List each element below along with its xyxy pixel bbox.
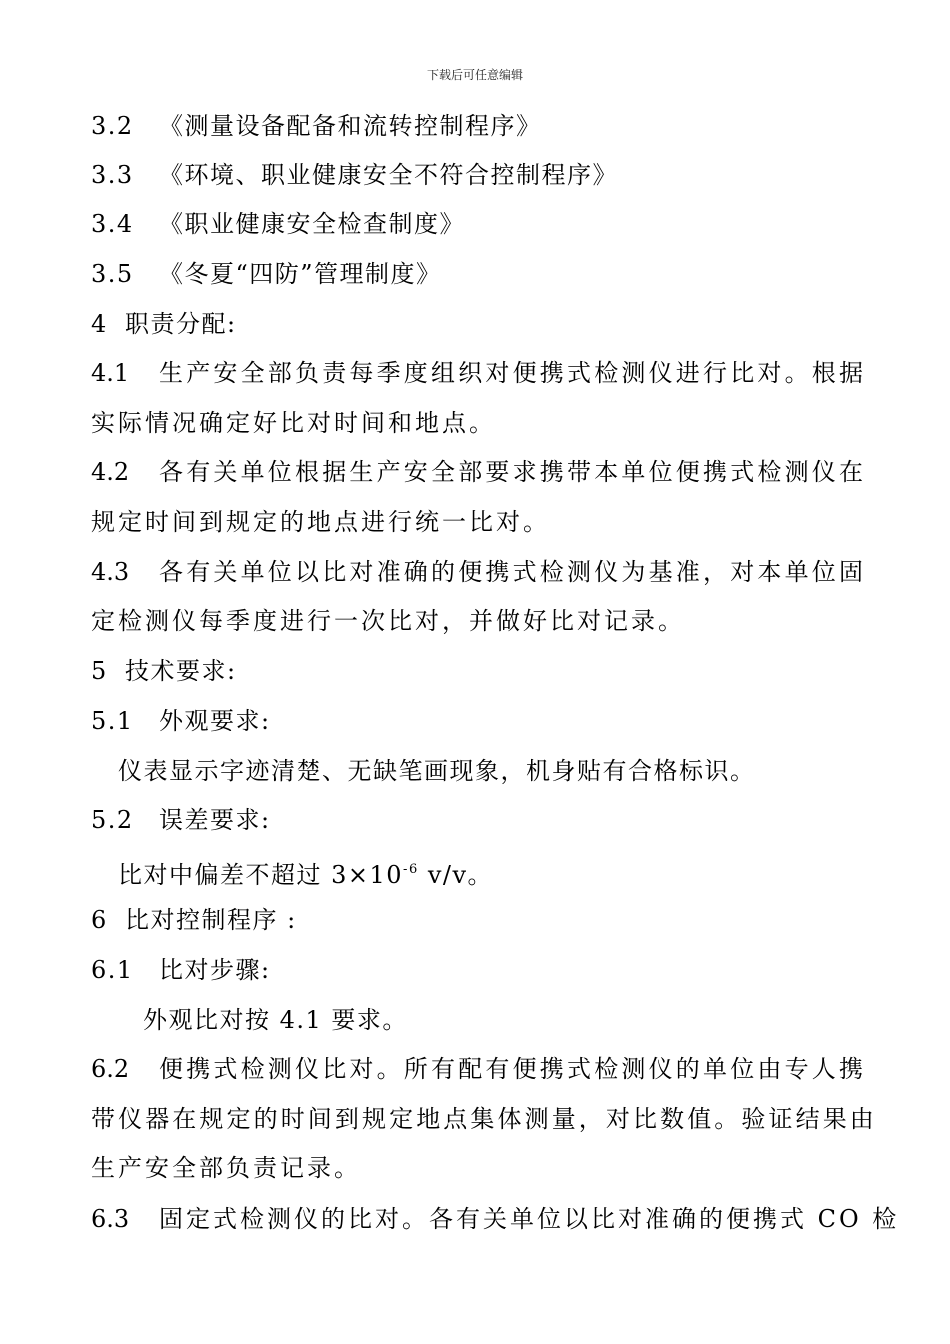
line-text: 《测量设备配备和流转控制程序》 [159,112,542,140]
doc-line [91,805,271,835]
line-text: 外观要求: [159,707,271,735]
line-text: 《冬夏“四防”管理制度》 [159,260,442,288]
doc-line: 带仪器在规定的时间到规定地点集体测量，对比数值。验证结果由 [91,1105,877,1133]
doc-line [91,457,866,487]
line-text: 比对控制程序 : [125,906,297,934]
section-number: 3.5 [91,260,134,288]
section-number: 4.2 [91,458,130,486]
section-number: 3.2 [91,112,134,140]
doc-heading [91,309,237,339]
line-text: 《职业健康安全检查制度》 [159,210,465,238]
doc-line [91,111,542,141]
doc-line [91,209,465,239]
section-number: 4.1 [91,359,130,387]
section-number: 6.3 [91,1205,130,1233]
section-number: 6 [91,906,108,934]
line-text: v/v。 [418,861,494,889]
doc-line: 实际情况确定好比对时间和地点。 [91,409,496,437]
line-text: 固定式检测仪的比对。各有关单位以比对准确的便携式 CO 检 [159,1205,900,1233]
section-number: 3.4 [91,210,134,238]
section-number: 5.1 [91,707,134,735]
line-text: 各有关单位以比对准确的便携式检测仪为基准，对本单位固 [159,558,867,586]
section-number: 4 [91,310,108,338]
doc-line [91,1054,866,1084]
doc-line [91,706,271,736]
doc-line: 生产安全部负责记录。 [91,1154,361,1182]
line-text: 技术要求: [125,657,237,685]
section-number: 6.2 [91,1055,130,1083]
exponent: -6 [403,862,419,877]
doc-line [91,955,271,985]
page-header: 下载后可任意编辑 [426,68,523,82]
doc-line [91,1204,899,1234]
doc-line: 定检测仪每季度进行一次比对，并做好比对记录。 [91,607,685,635]
section-number: 5 [91,657,108,685]
doc-heading [91,905,297,935]
section-number: 3.3 [91,161,134,189]
doc-line: 外观比对按 4.1 要求。 [143,1006,408,1034]
line-text: 《环境、职业健康安全不符合控制程序》 [159,161,618,189]
doc-line [91,160,618,190]
line-text: 生产安全部负责每季度组织对便携式检测仪进行比对。根据 [159,359,867,387]
line-text: 比对步骤: [159,956,271,984]
line-text: 各有关单位根据生产安全部要求携带本单位便携式检测仪在 [159,458,867,486]
section-number: 6.1 [91,956,134,984]
section-number: 4.3 [91,558,130,586]
doc-line [118,855,493,890]
doc-line [91,259,442,289]
doc-line [91,358,866,388]
line-text: 误差要求: [159,806,271,834]
doc-heading [91,656,237,686]
line-text: 比对中偏差不超过 3×10 [118,861,404,889]
doc-line: 仪表显示字迹清楚、无缺笔画现象，机身贴有合格标识。 [118,757,756,785]
line-text: 便携式检测仪比对。所有配有便携式检测仪的单位由专人携 [159,1055,867,1083]
doc-line: 规定时间到规定的地点进行统一比对。 [91,508,550,536]
doc-line [91,557,866,587]
line-text: 职责分配: [125,310,237,338]
section-number: 5.2 [91,806,134,834]
